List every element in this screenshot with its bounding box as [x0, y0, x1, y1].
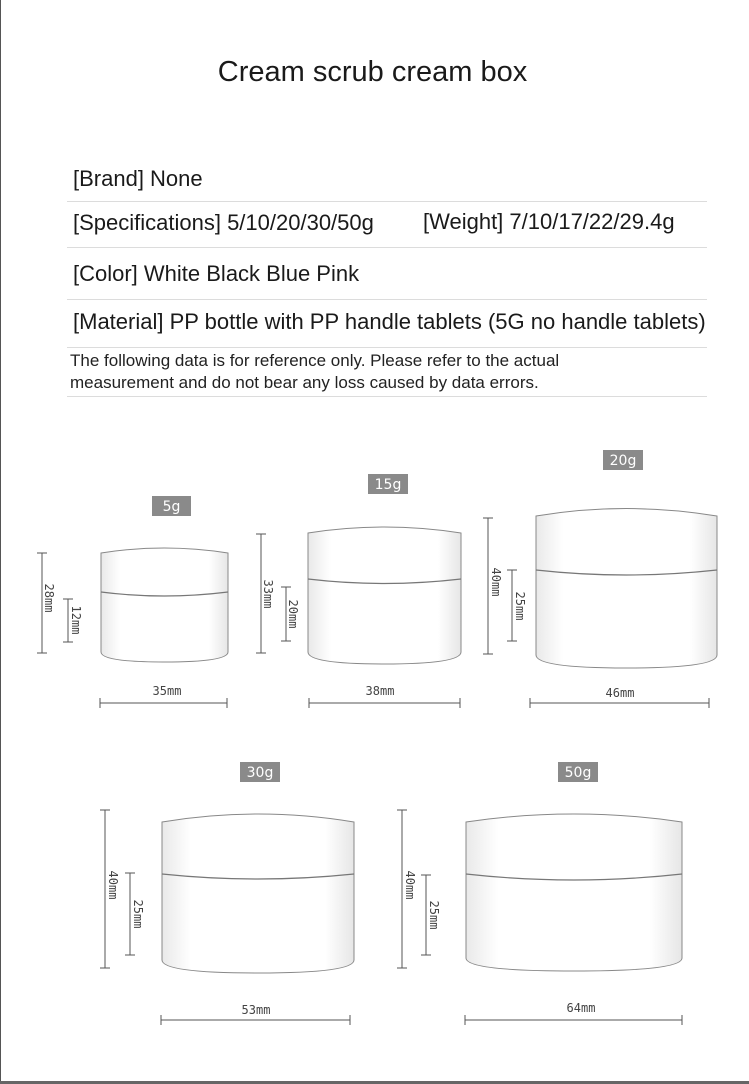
material-text: [Material] PP bottle with PP handle tablets (5G no handle tablets) — [73, 309, 706, 334]
jar-5g-height-label: 28mm — [42, 583, 56, 613]
page-title: Cream scrub cream box — [217, 56, 528, 88]
jar-50g-band-label: 25mm — [427, 900, 441, 930]
jar-30g-tag-label: 30g — [246, 765, 274, 781]
jar-20g-height-label: 40mm — [489, 567, 503, 597]
brand-text: [Brand] None — [73, 166, 203, 191]
jar-20g-tag-label: 20g — [609, 453, 637, 469]
jar-15g-width-label: 38mm — [365, 684, 395, 698]
note-line-1: The following data is for reference only. Please refer to the actual — [70, 351, 560, 370]
weight-text: [Weight] 7/10/17/22/29.4g — [423, 209, 675, 234]
jar-20g-body — [536, 509, 717, 669]
jar-20g — [483, 450, 717, 708]
specifications-text: [Specifications] 5/10/20/30/50g — [73, 210, 374, 235]
color-text: [Color] White Black Blue Pink — [73, 261, 360, 286]
jar-30g-width-label: 53mm — [241, 1003, 271, 1017]
jar-15g — [256, 474, 461, 708]
jar-5g-width-label: 35mm — [152, 684, 182, 698]
jar-5g-body — [101, 548, 228, 662]
jar-50g — [397, 762, 682, 1025]
jar-50g-tag-label: 50g — [564, 765, 592, 781]
jar-15g-tag-label: 15g — [374, 477, 402, 493]
jar-5g-tag-label: 5g — [162, 499, 181, 515]
jar-50g-height-label: 40mm — [403, 870, 417, 900]
jar-20g-band-label: 25mm — [513, 591, 527, 621]
jar-50g-width-label: 64mm — [566, 1001, 596, 1015]
jar-15g-band-label: 20mm — [286, 599, 300, 629]
jar-15g-body — [308, 527, 461, 664]
note-line-2: measurement and do not bear any loss caused by data errors. — [70, 373, 539, 392]
jar-30g — [100, 762, 354, 1025]
jar-50g-body — [466, 814, 682, 971]
jar-5g — [37, 496, 228, 708]
jar-30g-body — [162, 814, 354, 973]
jar-20g-width-label: 46mm — [605, 686, 635, 700]
jar-30g-height-label: 40mm — [106, 870, 120, 900]
jar-15g-height-label: 33mm — [261, 579, 275, 609]
jar-30g-band-label: 25mm — [131, 899, 145, 929]
jar-5g-band-label: 12mm — [69, 605, 83, 635]
